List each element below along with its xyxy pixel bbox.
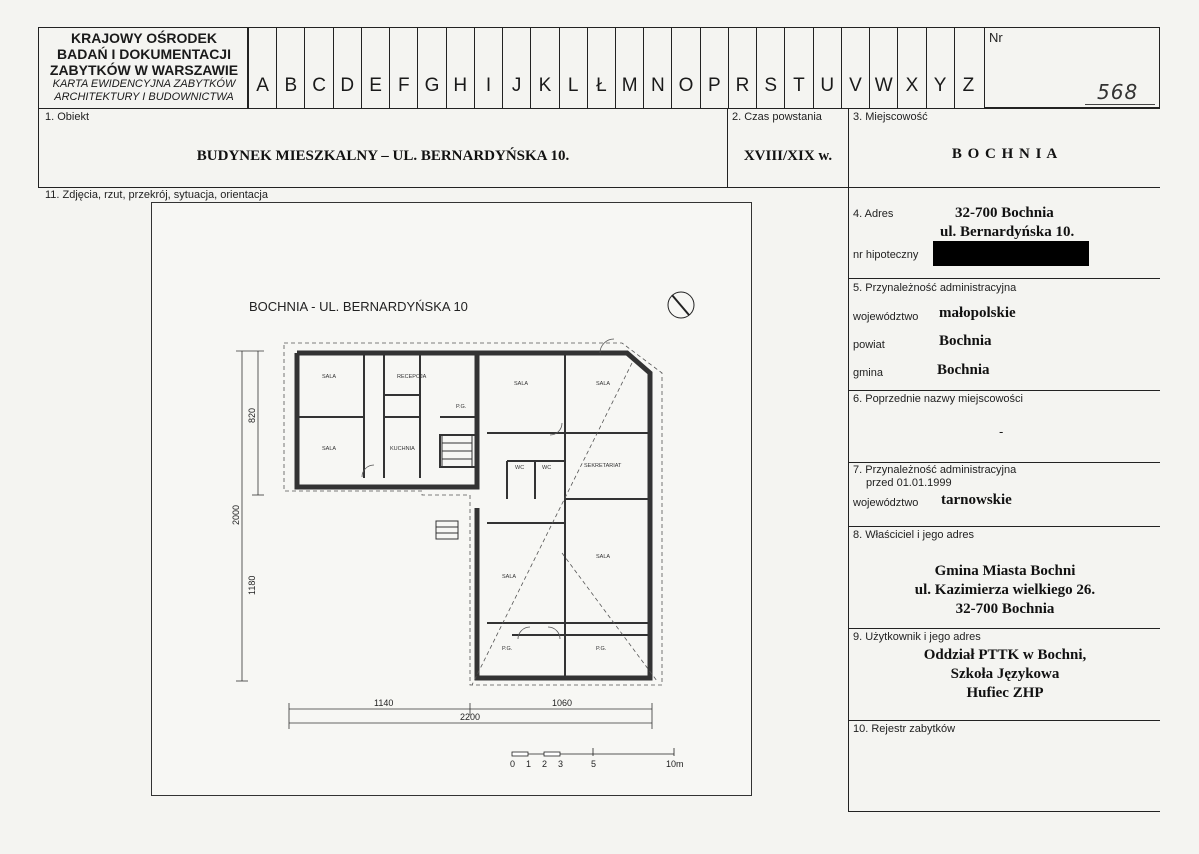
zdjecia-label: 11. Zdjęcia, rzut, przekrój, sytuacja, orientacja (45, 189, 268, 201)
sep-8 (848, 628, 1160, 629)
letter-cell: F (389, 27, 417, 108)
letter-cell: W (869, 27, 897, 108)
north-arrow-icon (668, 292, 694, 318)
room-label-10: WC (542, 465, 552, 471)
letter-cell: G (417, 27, 445, 108)
wojewodztwo-value: małopolskie (939, 305, 1016, 321)
przynaleznosc-old-sub: przed 01.01.1999 (866, 477, 952, 489)
letter-cell: S (756, 27, 784, 108)
scale-5: 5 (591, 759, 597, 769)
institution-block (44, 30, 244, 104)
rejestr-label: 10. Rejestr zabytków (853, 723, 956, 735)
powiat-value: Bochnia (939, 333, 992, 349)
letter-cell: N (643, 27, 671, 108)
letter-cell: O (671, 27, 699, 108)
obiekt-label: 1. Obiekt (45, 111, 90, 123)
uzytkownik-label: 9. Użytkownik i jego adres (853, 631, 981, 643)
letter-cell: I (474, 27, 502, 108)
header-bottom (38, 108, 1160, 109)
nr-underline (1085, 104, 1155, 105)
wojewodztwo-label: województwo (853, 311, 919, 323)
letter-cell: L (559, 27, 587, 108)
uzytkownik-line1: Oddział PTTK w Bochni, (923, 647, 1087, 663)
letter-cell: U (813, 27, 841, 108)
sep-5 (848, 390, 1160, 391)
sep-4 (848, 278, 1160, 279)
gmina-label: gmina (853, 367, 883, 379)
letter-cell: K (530, 27, 558, 108)
room-label-8: SEKRETARIAT (584, 463, 622, 469)
institution-line2: BADAŃ I DOKUMENTACJI (57, 46, 231, 62)
letter-cell: E (361, 27, 389, 108)
room-label-11: SALA (596, 554, 611, 560)
sep-7 (848, 526, 1160, 527)
letter-cell: J (502, 27, 530, 108)
institution-line5: ARCHITEKTURY I BUDOWNICTWA (54, 91, 234, 103)
obiekt-value: BUDYNEK MIESZKALNY – UL. BERNARDYŃSKA 10. (196, 148, 570, 164)
przynaleznosc-label: 5. Przynależność administracyjna (853, 282, 1017, 294)
sep-6 (848, 462, 1160, 463)
gmina-value: Bochnia (937, 362, 990, 378)
uzytkownik-block (850, 646, 1160, 703)
przynaleznosc-old-label: 7. Przynależność administracyjna (853, 464, 1017, 476)
czas-label: 2. Czas powstania (732, 111, 822, 123)
institution-line3: ZABYTKÓW W WARSZAWIE (49, 62, 239, 78)
room-label-5: P.G. (456, 404, 467, 410)
dim-2000: 2000 (231, 504, 241, 525)
czas-value: XVIII/XIX w. (743, 148, 833, 164)
wojewodztwo-old-value: tarnowskie (941, 492, 1012, 508)
redaction-box (933, 241, 1089, 266)
letter-cell: H (446, 27, 474, 108)
letter-cell: Y (926, 27, 954, 108)
miejscowosc-value: B O C H N I A (951, 146, 1059, 162)
adres-line1: 32-700 Bochnia (955, 205, 1054, 221)
letter-cell: Z (954, 27, 982, 108)
letter-index (248, 27, 982, 108)
wlasciciel-line3: 32-700 Bochnia (955, 601, 1055, 617)
powiat-label: powiat (853, 339, 885, 351)
wojewodztwo-old-label: województwo (853, 497, 919, 509)
room-label-7: KUCHNIA (390, 446, 415, 452)
letter-cell: P (700, 27, 728, 108)
dim-820: 820 (247, 407, 257, 423)
row1-bottom (38, 187, 1160, 188)
adres-line2: ul. Bernardyńska 10. (940, 224, 1075, 240)
plan-title: BOCHNIA - UL. BERNARDYŃSKA 10 (249, 299, 468, 314)
dim-1140: 1140 (374, 698, 394, 708)
dim-1060: 1060 (552, 698, 573, 708)
letter-cell: M (615, 27, 643, 108)
uzytkownik-line3: Hufiec ZHP (966, 685, 1044, 701)
wlasciciel-line1: Gmina Miasta Bochni (934, 563, 1076, 579)
right-column-divider (848, 108, 849, 812)
hipoteczny-label: nr hipoteczny (853, 249, 919, 261)
room-label-3: SALA (514, 381, 529, 387)
nr-box (984, 27, 1160, 108)
room-label-4: SALA (596, 381, 611, 387)
institution-line1: KRAJOWY OŚRODEK (71, 30, 217, 46)
room-label-6: SALA (322, 446, 337, 452)
floor-plan (152, 203, 751, 795)
miejscowosc-label: 3. Miejscowość (853, 111, 928, 123)
letter-cell: B (276, 27, 304, 108)
room-label-13: P.G. (502, 646, 513, 652)
letter-cell: X (897, 27, 925, 108)
dim-1180: 1180 (247, 575, 257, 595)
letter-cell: R (728, 27, 756, 108)
scale-3: 3 (558, 759, 564, 769)
nr-value: 568 (1097, 80, 1139, 104)
letter-cell: V (841, 27, 869, 108)
scale-0: 0 (510, 759, 516, 769)
uzytkownik-line2: Szkoła Językowa (950, 666, 1060, 682)
wlasciciel-block (850, 562, 1160, 619)
wlasciciel-label: 8. Właściciel i jego adres (853, 529, 975, 541)
room-label-12: SALA (502, 574, 517, 580)
right-column-bottom (848, 811, 1160, 812)
plan-frame (151, 202, 752, 796)
scale-10: 10m (666, 759, 684, 769)
institution-line4: KARTA EWIDENCYJNA ZABYTKÓW (52, 78, 236, 90)
letter-cell: T (784, 27, 812, 108)
sep-9 (848, 720, 1160, 721)
poprzednie-value: - (999, 424, 1004, 439)
poprzednie-label: 6. Poprzednie nazwy miejscowości (853, 393, 1023, 405)
wlasciciel-line2: ul. Kazimierza wielkiego 26. (914, 582, 1096, 598)
nr-label: Nr (989, 30, 1003, 45)
letter-cell: A (248, 27, 276, 108)
adres-label: 4. Adres (853, 208, 894, 220)
scale-1: 1 (526, 759, 532, 769)
room-label-2: RECEPCJA (397, 374, 427, 380)
letter-cell: D (333, 27, 361, 108)
room-label-1: SALA (322, 374, 337, 380)
room-label-14: P.G. (596, 646, 607, 652)
dim-2200: 2200 (460, 712, 481, 722)
letter-cell: Ł (587, 27, 615, 108)
room-label-9: WC (515, 465, 525, 471)
scale-bar (512, 748, 674, 756)
letter-cell: C (304, 27, 332, 108)
scale-2: 2 (542, 759, 548, 769)
